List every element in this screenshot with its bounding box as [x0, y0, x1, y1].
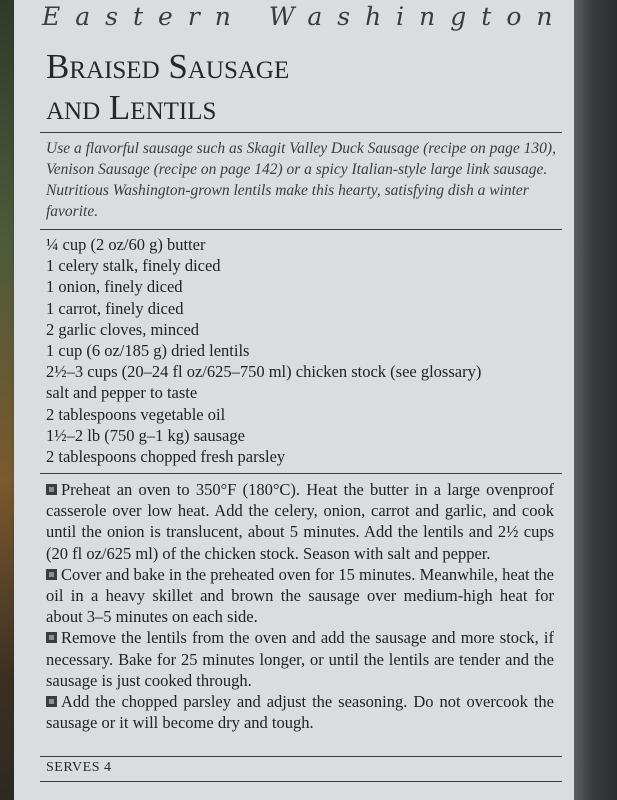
region-header: Eastern Washington [42, 2, 568, 31]
ingredient-item: 1 celery stalk, finely diced [46, 256, 221, 276]
ingredient-item: ¼ cup (2 oz/60 g) butter [46, 235, 206, 254]
method-step [46, 564, 554, 628]
title-line-2: and Lentils [46, 88, 217, 127]
method-step-text: Add the chopped parsley and adjust the seasoning. Do not overcook the sausage or it will become dry and tough. [46, 692, 554, 733]
page-shadow [574, 0, 617, 800]
servings-label: SERVES 4 [46, 760, 112, 775]
ingredient-item: 1 carrot, finely diced [46, 298, 184, 318]
ingredient-item: 2 garlic cloves, minced [46, 319, 200, 339]
square-bullet-icon [46, 696, 57, 707]
square-bullet-icon [46, 484, 57, 495]
method-step [46, 627, 554, 691]
divider-rule-bottom [40, 781, 562, 782]
divider-rule-ingredients [40, 473, 562, 474]
divider-rule-intro [40, 229, 562, 230]
recipe-title [46, 46, 546, 128]
recipe-intro: Use a flavorful sausage such as Skagit Valley Duck Sausage (recipe on page 130), Venison Sausage (recipe on page 142) or a spicy Italian-style large link sausage. Nutritious Washington-grown lentils make this hearty, satisfying dish a winter favorite. [46, 140, 556, 220]
method-step-text: Remove the lentils from the oven and add the sausage and more stock, if necessary. Bake for 25 minutes longer, or until the lentils are tender and the sausage is just cooked through. [46, 628, 554, 690]
ingredient-item: 1 cup (6 oz/185 g) dried lentils [46, 341, 250, 361]
title-line-1: Braised Sausage [46, 47, 290, 86]
ingredient-item: 2½–3 cups (20–24 fl oz/625–750 ml) chicken stock (see glossary) [46, 362, 482, 382]
divider-rule-method [40, 756, 562, 757]
ingredient-item: 2 tablespoons vegetable oil [46, 404, 226, 424]
method-step [46, 479, 554, 564]
method-step [46, 691, 554, 733]
ingredient-list [46, 234, 556, 467]
square-bullet-icon [46, 569, 57, 580]
ingredient-item: salt and pepper to taste [46, 383, 198, 403]
square-bullet-icon [46, 632, 57, 643]
method-steps [46, 479, 554, 733]
divider-rule-top [40, 132, 562, 133]
ingredient-item: 1½–2 lb (750 g–1 kg) sausage [46, 425, 245, 445]
method-step-text: Cover and bake in the preheated oven for 15 minutes. Meanwhile, heat the oil in a heavy skillet and brown the sausage over medium-high heat for about 3–5 minutes on each side. [46, 564, 554, 627]
ingredient-item: 2 tablespoons chopped fresh parsley [46, 447, 286, 467]
ingredient-item: 1 onion, finely diced [46, 277, 183, 297]
method-step-text: Preheat an oven to 350°F (180°C). Heat the butter in a large ovenproof casserole over low heat. Add the celery, onion, carrot and garlic, and cook until the onion is translucent, about 5 minutes. Add the lentils and 2½ cups (20 fl oz/625 ml) of the chicken stock. Season with salt and pepper. [46, 480, 554, 563]
